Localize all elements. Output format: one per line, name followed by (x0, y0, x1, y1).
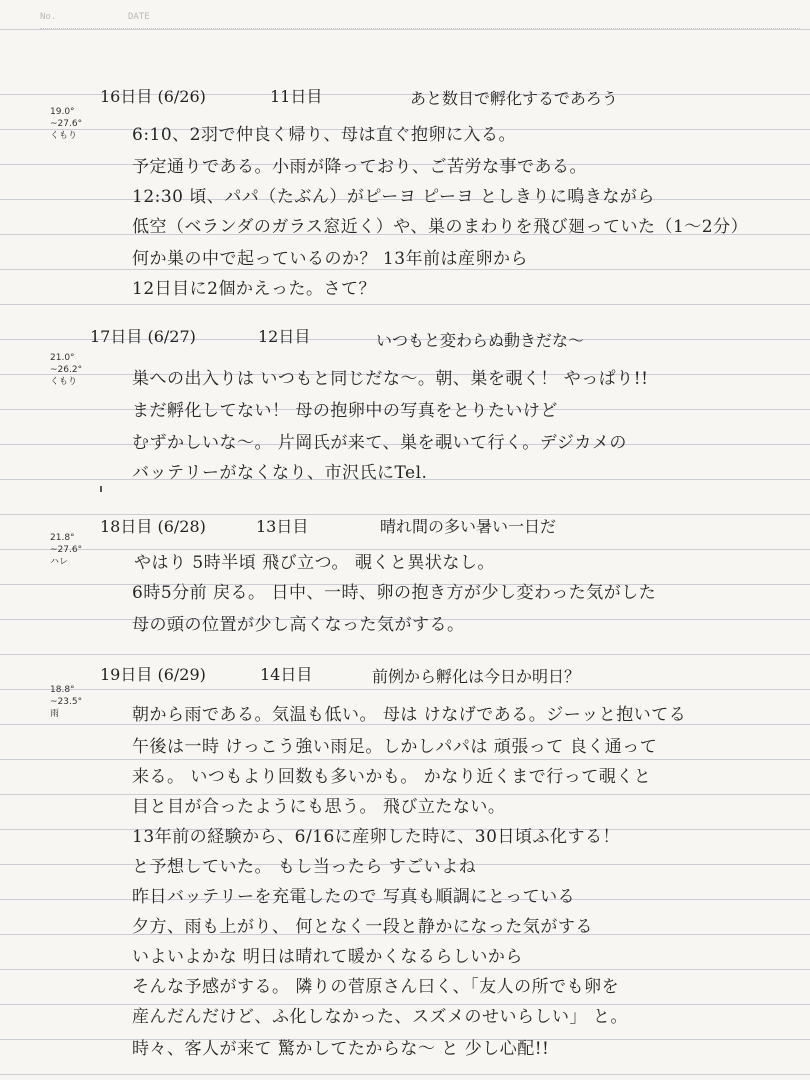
entry-line: 朝から雨である。気温も低い。 母は けなげである。ジーッと抱いてる (132, 705, 687, 725)
entry-line: 夕方、雨も上がり、 何となく一段と静かになった気がする (132, 917, 593, 937)
entry-day: 19日目 (6/29) (100, 665, 206, 684)
weather-note (50, 684, 98, 720)
header-date-label: DATE (128, 12, 150, 22)
temp-high: ~27.6° (50, 119, 83, 129)
entry-line: 6時5分前 戻る。 日中、一時、卵の抱き方が少し変わった気がした (132, 583, 657, 603)
entry-line: 何か巣の中で起っているのか？ 13年前は産卵から (132, 249, 529, 269)
entry-note: 晴れ間の多い暑い一日だ (380, 517, 557, 536)
entry-day: 18日目 (6/28) (100, 517, 206, 536)
hatch-day: 13日目 (256, 517, 309, 536)
entry-line: むずかしいな〜。 片岡氏が来て、巣を覗いて行く。デジカメの (132, 433, 627, 453)
hatch-day: 12日目 (258, 327, 311, 346)
binding-mark (100, 486, 102, 492)
entry-day: 17日目 (6/27) (90, 327, 196, 346)
entry-line: バッテリーがなくなり、市沢氏にTel. (132, 463, 428, 483)
temp-low: 18.8° (50, 685, 75, 695)
entry-line: そんな予感がする。 隣りの菅原さん曰く、「友人の所でも卵を (132, 977, 620, 997)
entry-line: 12:30 頃、パパ（たぶん）がピーヨ ピーヨ としきりに鳴きながら (132, 187, 655, 207)
weather: くもり (50, 131, 78, 141)
temp-low: 21.8° (50, 533, 75, 543)
entry-line: 来る。 いつもより回数も多いかも。 かなり近くまで行って覗くと (132, 767, 652, 787)
entry-line: 巣への出入りは いつもと同じだな〜。朝、巣を覗く！ やっぱり!! (132, 369, 649, 389)
weather: ハレ (50, 557, 69, 567)
entry-line: 6:10、2羽で仲良く帰り、母は直ぐ抱卵に入る。 (132, 125, 516, 145)
entry-line: 昨日バッテリーを充電したので 写真も順調にとっている (132, 887, 576, 907)
entry-line: 午後は一時 けっこう強い雨足。しかしパパは 頑張って 良く通って (132, 737, 658, 757)
weather-note (50, 532, 98, 568)
entry-line: 母の頭の位置が少し高くなった気がする。 (132, 615, 465, 635)
entry-note: 前例から孵化は今日か明日？ (372, 667, 581, 686)
temp-high: ~23.5° (50, 697, 83, 707)
weather-note (50, 352, 98, 388)
header-no-label: No. (40, 12, 57, 22)
entry-line: いよいよかな 明日は晴れて暖かくなるらしいから (132, 947, 523, 967)
entry-note: いつもと変わらぬ動きだな〜 (376, 331, 585, 350)
temp-low: 19.0° (50, 107, 75, 117)
hatch-day: 14日目 (260, 665, 313, 684)
weather: 雨 (50, 709, 60, 719)
weather-note (50, 106, 98, 142)
temp-high: ~27.6° (50, 545, 83, 555)
entry-line: 13年前の経験から、6/16に産卵した時に、30日頃ふ化する！ (132, 827, 620, 847)
entry-line: 産んだんだけど、ふ化しなかった、スズメのせいらしい」 と。 (132, 1007, 628, 1027)
entry-day: 16日目 (6/26) (100, 87, 206, 106)
weather: くもり (50, 377, 78, 387)
page-header (40, 8, 800, 29)
entry-note: あと数日で孵化するであろう (410, 89, 618, 108)
entry-line: 予定通りである。小雨が降っており、ご苦労な事である。 (132, 157, 587, 177)
entry-line: と予想していた。 もし当ったら すごいよね (132, 857, 477, 877)
entry-line: 時々、客人が来て 驚かしてたからな〜 と 少し心配!! (132, 1039, 550, 1059)
entry-line: 目と目が合ったようにも思う。 飛び立たない。 (132, 797, 506, 817)
entry-line: やはり 5時半頃 飛び立つ。 覗くと異状なし。 (134, 553, 495, 573)
entry-line: まだ孵化してない！ 母の抱卵中の写真をとりたいけど (132, 401, 558, 421)
entry-line: 低空（ベランダのガラス窓近く）や、巣のまわりを飛び廻っていた（1〜2分） (132, 217, 749, 237)
hatch-day: 11日目 (270, 87, 323, 106)
temp-low: 21.0° (50, 353, 75, 363)
entry-line: 12日目に2個かえった。さて？ (132, 279, 376, 299)
temp-high: ~26.2° (50, 365, 83, 375)
